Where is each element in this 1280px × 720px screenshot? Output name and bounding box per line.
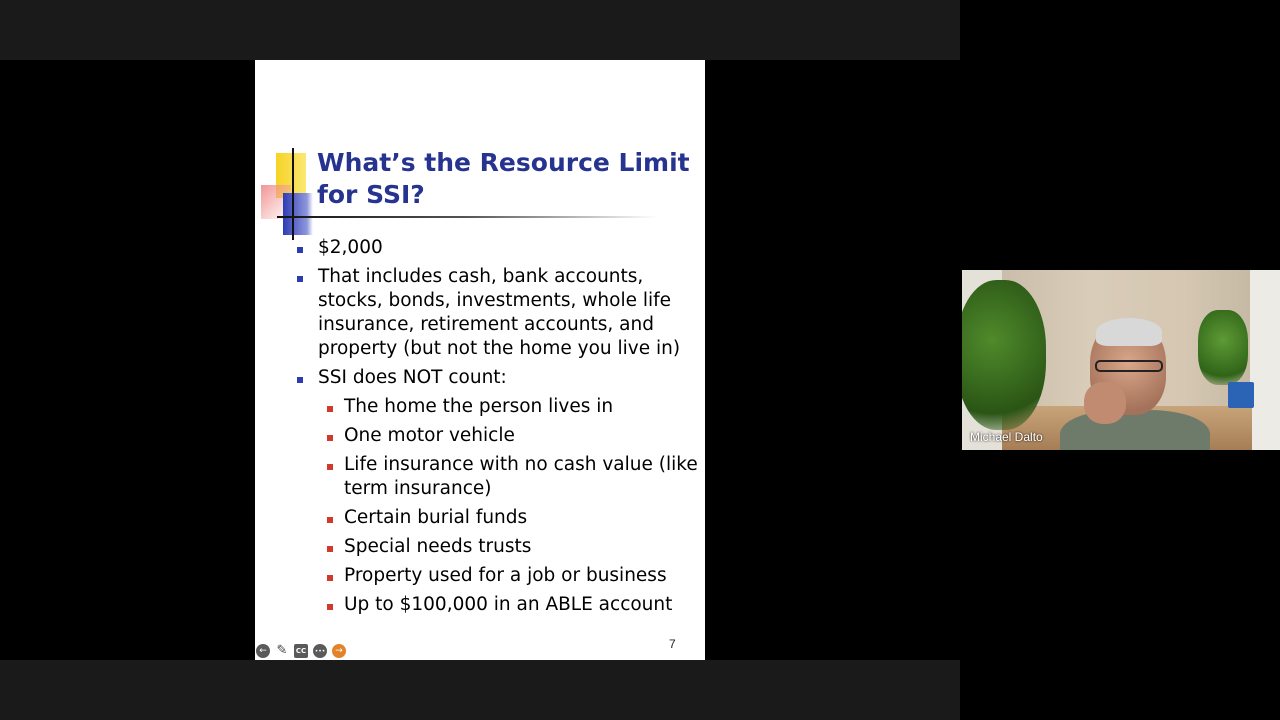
bullet-item (295, 265, 705, 361)
slide-title: What’s the Resource Limit for SSI? (317, 148, 690, 209)
sub-bullet-list (318, 395, 705, 617)
sub-bullet-item: One motor vehicle (318, 424, 705, 448)
participant-body (1060, 410, 1210, 450)
participant-hand (1084, 382, 1126, 424)
presentation-slide (255, 60, 705, 660)
participant-glasses (1095, 360, 1163, 372)
bullet-item (295, 366, 705, 617)
arrow-left-icon: ← (259, 646, 267, 656)
video-plant (1198, 310, 1248, 385)
video-background-wall (1250, 270, 1280, 450)
decoration-vertical-line (292, 148, 294, 240)
participant-name-label: Michael Dalto (970, 430, 1043, 444)
participant-hair (1096, 318, 1162, 346)
arrow-right-icon: → (335, 646, 343, 656)
more-icon: ••• (314, 648, 326, 655)
bullet-text: $2,000 (318, 237, 383, 258)
cc-icon: CC (295, 647, 307, 655)
bullet-item (295, 236, 705, 260)
sub-bullet-item: Property used for a job or business (318, 564, 705, 588)
slide-page-number: 7 (669, 637, 676, 651)
bullet-text: That includes cash, bank accounts, stocks, bonds, investments, whole life insurance, retirement accounts, and property (but not the home you live in) (318, 266, 681, 359)
top-bar (0, 0, 960, 60)
slide-toolbar (256, 644, 346, 658)
next-slide-button[interactable] (332, 644, 346, 658)
sub-bullet-item: Up to $100,000 in an ABLE account (318, 593, 705, 617)
more-options-button[interactable] (313, 644, 327, 658)
sub-bullet-item: Special needs trusts (318, 535, 705, 559)
bottom-bar (0, 660, 960, 720)
decoration-title-underline (277, 216, 657, 218)
sub-bullet-item: Certain burial funds (318, 506, 705, 530)
captions-button[interactable] (294, 644, 308, 658)
pen-icon: ✎ (276, 643, 288, 658)
decoration-blue-square (283, 193, 313, 235)
video-plant-pot (1228, 382, 1254, 408)
previous-slide-button[interactable] (256, 644, 270, 658)
video-plant (962, 280, 1046, 430)
pen-tool-button[interactable] (275, 644, 289, 658)
sub-bullet-item: Life insurance with no cash value (like term insurance) (318, 453, 705, 501)
participant-video-tile[interactable] (962, 270, 1280, 450)
bullet-text: SSI does NOT count: (318, 367, 507, 388)
slide-bullet-list (295, 236, 705, 622)
sub-bullet-item: The home the person lives in (318, 395, 705, 419)
